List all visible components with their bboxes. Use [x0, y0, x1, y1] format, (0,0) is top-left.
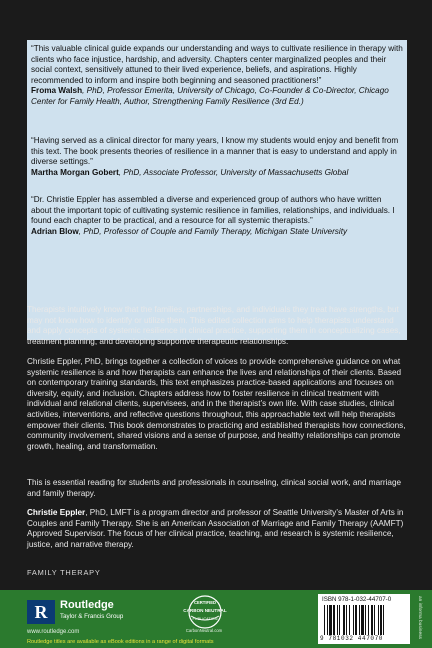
barcode-bar: [339, 605, 340, 635]
cover-content: [27, 0, 407, 590]
description-paragraph-3: This is essential reading for students and professionals in counseling, clinical social work, and marriage and family therapy.: [27, 478, 402, 498]
barcode-bar: [365, 605, 366, 635]
author-bio: [27, 508, 407, 550]
endorser-affiliation: , PhD, Professor Emerita, University of Chicago, Co-Founder & Co-Director, Chicago Center for Family Health, Author, Strengthening Family Resilience (3rd Ed.): [31, 86, 389, 106]
barcode-bar: [371, 605, 373, 635]
barcode-bars: [324, 605, 404, 635]
publisher-name: Routledge: [60, 599, 114, 611]
ebook-note: Routledge titles are available as eBook editions in a range of digital formats: [27, 639, 214, 645]
endorsement-3: [31, 195, 403, 237]
barcode-bar: [349, 605, 350, 635]
category-label: FAMILY THERAPY: [27, 568, 101, 577]
svg-text:R: R: [34, 602, 48, 622]
description-paragraph-2: Christie Eppler, PhD, brings together a collection of voices to provide comprehensive guidance on what systemic resilience is and how therapists can enhance the lives and relationships of their clients. Based on contemporary training standards, this text emphasizes practice-based applications and focuses on diversity, equity, and inclusion. Chapters address how to foster resilience in clinical treatment with individual and relational clients, supervisees, and in the therapist’s own life. With case studies, clinical activities, interventions, and reflective questions throughout, this approachable text will help therapists empower their clients. This book demonstrates to practicing and established therapists how connections, community involvement, shared visions and a sense of purpose, and healthy relationships can promote growth, healing, and transformation.: [27, 357, 406, 451]
author-bio-paragraph: [27, 508, 407, 550]
endorser-name: Martha Morgan Gobert: [31, 167, 119, 177]
barcode-bar: [343, 605, 345, 635]
barcode-bar: [353, 605, 354, 635]
barcode: [318, 594, 410, 644]
endorsement-attribution: [31, 86, 403, 107]
footer-band: [0, 590, 432, 648]
author-name: Christie Eppler: [27, 508, 86, 517]
author-bio-text: , PhD, LMFT is a program director and professor of Seattle University’s Master of Arts in Couples and Family Therapy. She is an American Association of Marriage and Family Therapy (AAMFT) Approved Supervisor. The focus of her clinical practice, teaching, and research is systemic resilience, justice, and narrative therapy.: [27, 508, 404, 549]
carbon-sub-text: PUBLICATION: [192, 617, 218, 621]
publisher-url: www.routledge.com: [27, 629, 80, 635]
carbon-url: CarbonNeutral.com: [185, 628, 223, 633]
description: [27, 305, 407, 347]
publisher-subtitle: Taylor & Francis Group: [60, 613, 124, 620]
barcode-bar: [383, 605, 384, 635]
barcode-bar: [378, 605, 379, 635]
barcode-bar: [374, 605, 375, 635]
endorsement-quote: “This valuable clinical guide expands our understanding and ways to cultivate resilience in therapy with clients who face injustice, hardship, and adversity. Chapters center marginalized peoples and their social context, sensitively attuned to their lived experience, beliefs, and aspirations. Highly recommended to inform and inspire both beginning and seasoned practitioners!”: [31, 44, 403, 85]
barcode-bar: [346, 605, 347, 635]
endorsement-1: [31, 44, 403, 108]
isbn-digits: 9 781032 447070: [320, 635, 384, 642]
description: [27, 478, 407, 499]
isbn-label: ISBN 978-1-032-44707-0: [322, 596, 392, 603]
barcode-bar: [333, 605, 335, 635]
barcode-bar: [359, 605, 360, 635]
side-code-text: an informa business: [417, 596, 422, 639]
endorser-affiliation: , PhD, Associate Professor, University of Massachusetts Global: [118, 167, 349, 177]
endorsement-attribution: [31, 168, 403, 179]
endorser-affiliation: , PhD, Professor of Couple and Family Therapy, Michigan State University: [78, 226, 348, 236]
carbon-mid-text: CARBON NEUTRAL: [183, 608, 227, 613]
endorsement-quote: “Having served as a clinical director for many years, I know my students would enjoy and benefit from this text. The book presents theories of resilience in a manner that is easy to understand and apply in diverse settings.”: [31, 136, 399, 167]
barcode-bar: [327, 605, 328, 635]
endorser-name: Adrian Blow: [31, 226, 79, 236]
barcode-bar: [329, 605, 332, 635]
barcode-bar: [361, 605, 364, 635]
barcode-bar: [368, 605, 369, 635]
endorsements-panel: [27, 40, 407, 340]
endorsement-attribution: [31, 227, 403, 238]
description: [27, 357, 407, 452]
barcode-bar: [380, 605, 382, 635]
routledge-logo-icon: [27, 600, 55, 624]
endorsement-2: [31, 136, 403, 178]
side-code: [413, 596, 423, 644]
barcode-bar: [337, 605, 338, 635]
description-paragraph-1: Therapists intuitively know that the families, partnerships, and individuals they treat have strengths, but may not know how to identify or utilize them. This edited collection aims to help therapists understand and apply concepts of systemic resilience in clinical practice, supporting them in conceptualizing cases, treatment planning, and developing supportive therapeutic relationships.: [27, 305, 401, 346]
endorsement-quote: “Dr. Christie Eppler has assembled a diverse and experienced group of authors who have written about the important topic of cultivating systemic resilience in families, relationships, and individuals. I found each chapter to be practical, and a resource for all systemic therapists.”: [31, 195, 395, 226]
carbon-top-text: CERTIFIED: [193, 600, 217, 605]
barcode-bar: [355, 605, 357, 635]
barcode-bar: [324, 605, 325, 635]
endorser-name: Froma Walsh: [31, 86, 83, 96]
